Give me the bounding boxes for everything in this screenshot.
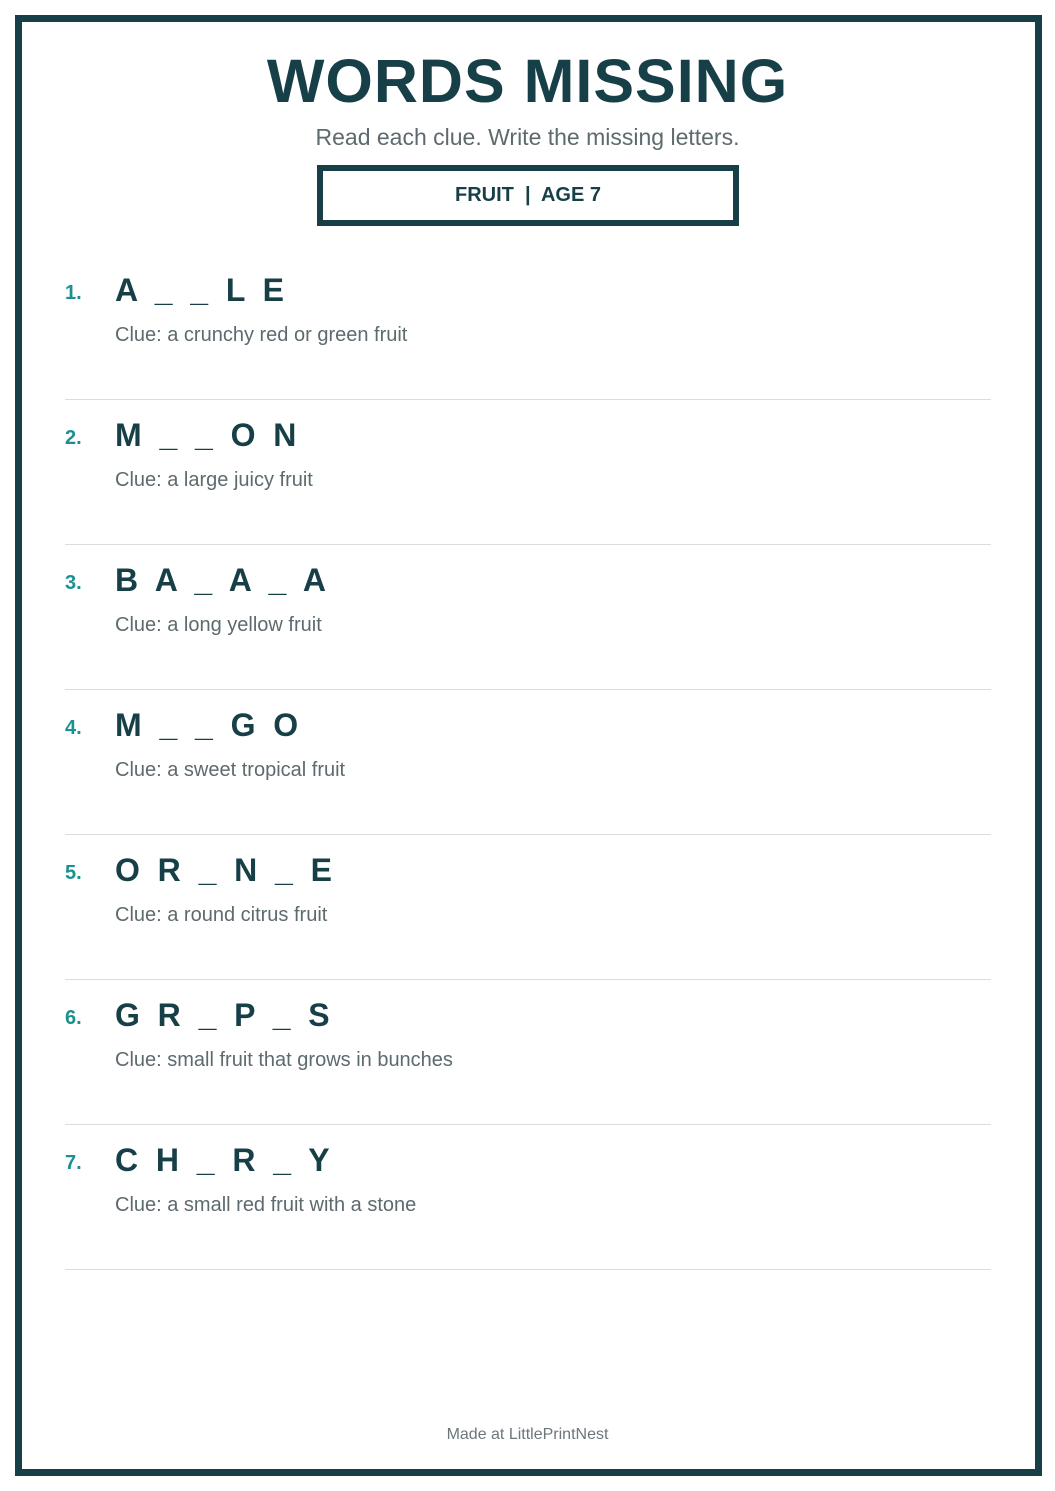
missing-letters-word: M _ _ G O [115,707,299,743]
item-clue: Clue: a round citrus fruit [115,904,328,926]
puzzle-item [65,980,991,1125]
puzzle-list [65,255,991,1270]
item-clue: Clue: a large juicy fruit [115,469,313,491]
missing-letters-word: M _ _ O N [115,417,297,453]
puzzle-item [65,835,991,980]
item-clue: Clue: a sweet tropical fruit [115,759,346,781]
missing-letters-word: G R _ P _ S [115,997,330,1033]
item-number: 3. [65,572,82,594]
puzzle-item [65,545,991,690]
item-number: 4. [65,717,82,739]
item-number: 1. [65,282,82,304]
item-number: 6. [65,1007,82,1029]
missing-letters-word: C H _ R _ Y [115,1142,330,1178]
puzzle-item [65,400,991,545]
item-clue: Clue: small fruit that grows in bunches [115,1049,453,1071]
item-number: 5. [65,862,82,884]
puzzle-item [65,690,991,835]
missing-letters-word: A _ _ L E [115,272,284,308]
footer-credit: Made at LittlePrintNest [446,1426,609,1443]
item-clue: Clue: a small red fruit with a stone [115,1194,417,1216]
missing-letters-word: O R _ N _ E [115,852,332,888]
worksheet-title: WORDS MISSING [266,47,789,115]
item-number: 7. [65,1152,82,1174]
puzzle-item [65,255,991,400]
worksheet-instructions: Read each clue. Write the missing letters. [315,124,740,150]
topic-age-badge: FRUIT | AGE 7 [317,165,739,226]
missing-letters-word: B A _ A _ A [115,562,326,598]
item-clue: Clue: a long yellow fruit [115,614,322,636]
item-number: 2. [65,427,82,449]
item-clue: Clue: a crunchy red or green fruit [115,324,408,346]
puzzle-item [65,1125,991,1270]
